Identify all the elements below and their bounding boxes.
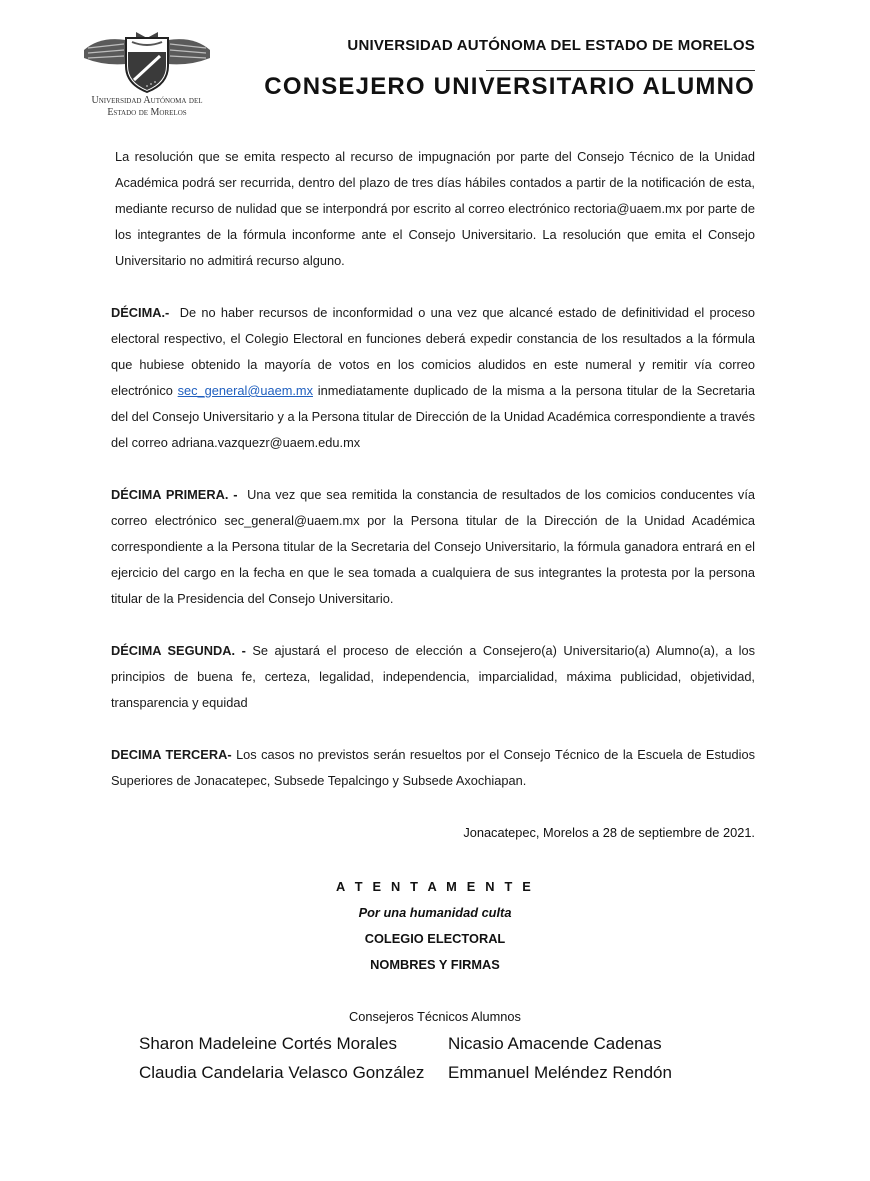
signatory-name: Claudia Candelaria Velasco González — [139, 1063, 425, 1082]
clause-label: DÉCIMA SEGUNDA. - — [111, 643, 246, 658]
university-seal-icon — [80, 30, 214, 94]
logo-text: Universidad Autónoma del Estado de Morelos — [91, 95, 203, 118]
paragraph-decima-segunda — [111, 638, 755, 716]
closing-names-signatures: NOMBRES Y FIRMAS — [370, 957, 500, 972]
paragraph-decima — [111, 300, 755, 456]
closing-motto: Por una humanidad culta — [358, 905, 512, 920]
clause-text: inmediatamente duplicado de la misma a la persona titular de la Secretaria del del Consejo Universitario y a la Persona titular de Dirección de la Unidad Académica correspondiente a través del correo adriana.vazquezr@uaem.edu.mx — [111, 383, 755, 450]
clause-text: Una vez que sea remitida la constancia de resultados de los comicios conducentes vía correo electrónico sec_general@uaem.mx por la Persona titular de la Dirección de la Unidad Académica correspondiente a la Persona titular de la Secretaria del Consejo Universitario, la fórmula ganadora entrará en el ejercicio del cargo en la fecha en que le sea tomada a cualquiera de sus integrantes la protesta por la persona titular de la Presidencia del Consejo Universitario. — [111, 487, 755, 606]
university-logo — [80, 30, 214, 122]
clause-text: Se ajustará el proceso de elección a Consejero(a) Universitario(a) Alumno(a), a los principios de buena fe, certeza, legalidad, independencia, imparcialidad, máxima publicidad, objetividad, transparencia y equidad — [111, 643, 755, 710]
email-link[interactable]: sec_general@uaem.mx — [177, 383, 313, 398]
clause-label: DÉCIMA PRIMERA. - — [111, 487, 238, 502]
header-divider — [486, 70, 755, 71]
clause-text: De no haber recursos de inconformidad o una vez que alcancé estado de definitividad el proceso electoral respectivo, el Colegio Electoral en funciones deberá expedir constancia de los resultados a la fórmula que hubiese obtenido la mayoría de votos en los comicios aludidos en este numeral y remitir vía correo electrónico — [111, 305, 755, 398]
signatory-name: Sharon Madeleine Cortés Morales — [139, 1034, 397, 1053]
paragraph-decima-tercera — [111, 742, 755, 794]
paragraph-resolution: La resolución que se emita respecto al recurso de impugnación por parte del Consejo Técnico de la Unidad Académica podrá ser recurrida, dentro del plazo de tres días hábiles contados a partir de la notificación de esta, mediante recurso de nulidad que se interpondrá por escrito al correo electrónico rectoria@uaem.mx por parte de los integrantes de la fórmula inconforme ante el Consejo Universitario. La resolución que emita el Consejo Universitario no admitirá recurso alguno. — [115, 149, 755, 268]
document-title: CONSEJERO UNIVERSITARIO ALUMNO — [264, 73, 755, 100]
paragraph-decima-primera — [111, 482, 755, 612]
university-name: UNIVERSIDAD AUTÓNOMA DEL ESTADO DE MORELOS — [347, 37, 755, 54]
document-body — [111, 144, 755, 794]
clause-label: DÉCIMA.- — [111, 305, 170, 320]
clause-label: DECIMA TERCERA- — [111, 747, 232, 762]
signatory-name: Emmanuel Meléndez Rendón — [448, 1063, 672, 1082]
signatories-group: Consejeros Técnicos Alumnos — [349, 1009, 521, 1024]
date-line: Jonacatepec, Morelos a 28 de septiembre de 2021. — [463, 825, 755, 840]
closing-body: COLEGIO ELECTORAL — [364, 931, 506, 946]
signatory-name: Nicasio Amacende Cadenas — [448, 1034, 662, 1053]
closing-atentamente: A T E N T A M E N T E — [335, 879, 534, 894]
clause-text: Los casos no previstos serán resueltos por el Consejo Técnico de la Escuela de Estudios Superiores de Jonacatepec, Subsede Tepalcingo y Subsede Axochiapan. — [111, 747, 756, 788]
